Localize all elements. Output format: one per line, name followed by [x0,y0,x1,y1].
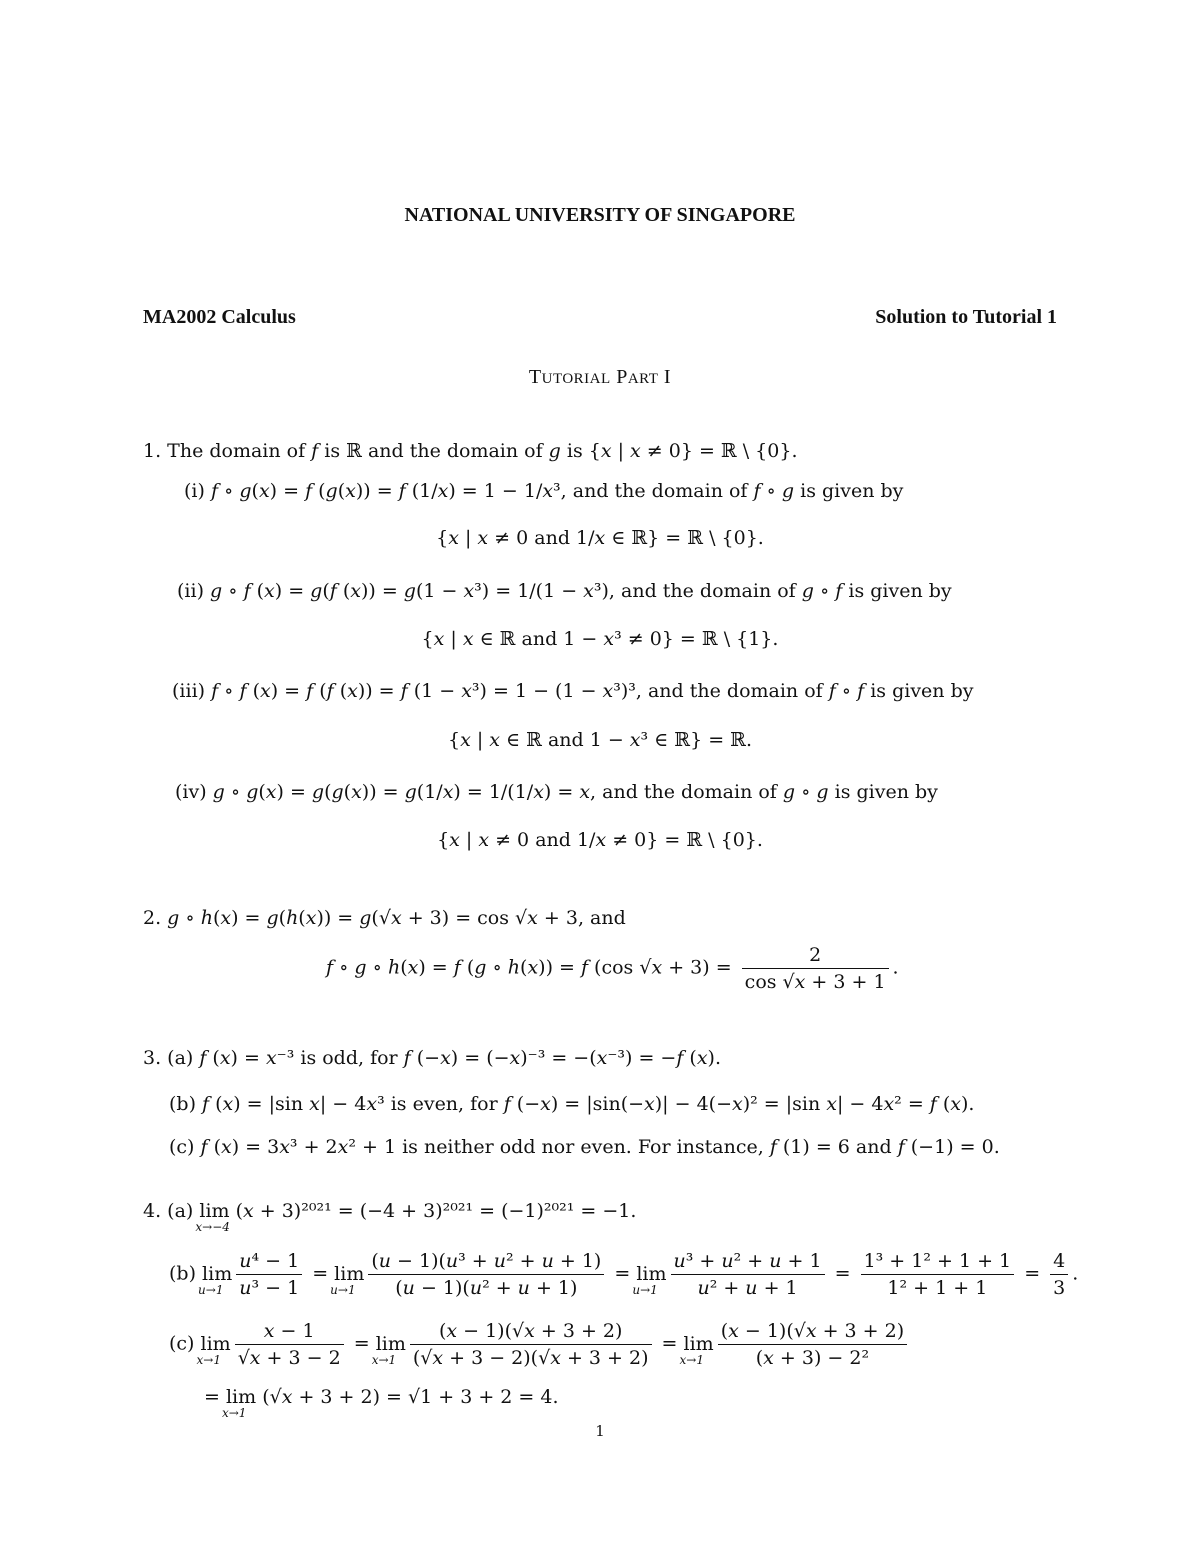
section-heading: TUTORIAL PART I [528,366,672,388]
q4-part-c: (c) lim 𝑥→1 $\frac{\text{𝑥 − 1}}{\text{√𝑥 + 3 − 2}}$ = lim 𝑥→1 $\frac{\text{(𝑥 − 1)(√𝑥 + 3 + 2)}}{\text{(√𝑥 + 3 − 2)(√𝑥 + 3 + 2)}}$ = lim 𝑥→1 $\frac{\text{(𝑥 − 1)(√𝑥 + 3 + 2)}}{\text{(𝑥 + 3) − 2²}}$ [169,1320,911,1369]
q2-line1: 2. 𝑔 ∘ ℎ(𝑥) = 𝑔(ℎ(𝑥)) = 𝑔(√𝑥 + 3) = cos √𝑥 + 3, and [143,907,626,929]
q1-part-ii: (ii) 𝑔 ∘ 𝑓 (𝑥) = 𝑔(𝑓 (𝑥)) = 𝑔(1 − 𝑥³) = 1/(1 − 𝑥³), and the domain of 𝑔 ∘ 𝑓 is given by [177,580,952,602]
q4-part-a: 4. (a) lim 𝑥→−4 (𝑥 + 3)²⁰²¹ = (−4 + 3)²⁰²¹ = (−1)²⁰²¹ = −1. [143,1200,637,1234]
fraction: $\frac{\text{𝑥 − 1}}{\text{√𝑥 + 3 − 2}}$ [235,1320,344,1369]
q1-part-iv-domain: {𝑥 | 𝑥 ≠ 0 and 1/𝑥 ≠ 0} = ℝ \ {0}. [437,829,763,851]
q2-line2: 𝑓 ∘ 𝑔 ∘ ℎ(𝑥) = 𝑓 (𝑔 ∘ ℎ(𝑥)) = 𝑓 (cos √𝑥 + 3) = $\frac{2}{\text{cos √𝑥 + 3 + 1}}$ . [326,944,899,993]
q1-part-ii-domain: {𝑥 | 𝑥 ∈ ℝ and 1 − 𝑥³ ≠ 0} = ℝ \ {1}. [421,628,779,650]
fraction: $\frac{\text{(𝑢 − 1)(𝑢³ + 𝑢² + 𝑢 + 1)}}{\text{(𝑢 − 1)(𝑢² + 𝑢 + 1)}}$ [368,1250,604,1299]
q3-part-c: (c) 𝑓 (𝑥) = 3𝑥³ + 2𝑥² + 1 is neither odd nor even. For instance, 𝑓 (1) = 6 and 𝑓 (−1) = 0. [169,1136,1000,1158]
limit-operator: lim 𝑢→1 [198,1262,233,1297]
limit-operator: lim 𝑥→1 [221,1386,257,1420]
q3-part-a: 3. (a) 𝑓 (𝑥) = 𝑥⁻³ is odd, for 𝑓 (−𝑥) = (−𝑥)⁻³ = −(𝑥⁻³) = −𝑓 (𝑥). [143,1047,721,1069]
q2-fraction: $\frac{2}{\text{cos √𝑥 + 3 + 1}}$ [742,944,889,993]
fraction: $\frac{\text{𝑢³ + 𝑢² + 𝑢 + 1}}{\text{𝑢² + 𝑢 + 1}}$ [671,1250,825,1299]
course-name: MA2002 Calculus [143,306,296,328]
q1-part-iii-domain: {𝑥 | 𝑥 ∈ ℝ and 1 − 𝑥³ ∈ ℝ} = ℝ. [447,729,752,751]
q1-intro: 1. The domain of 𝑓 is ℝ and the domain of 𝑔 is {𝑥 | 𝑥 ≠ 0} = ℝ \ {0}. [143,440,798,462]
limit-operator: lim 𝑢→1 [330,1262,365,1297]
fraction: $\frac{\text{(𝑥 − 1)(√𝑥 + 3 + 2)}}{\text{(𝑥 + 3) − 2²}}$ [718,1320,907,1369]
q4-part-c-final: = lim 𝑥→1 (√𝑥 + 3 + 2) = √1 + 3 + 2 = 4. [204,1386,559,1420]
limit-operator: lim 𝑥→1 [196,1332,231,1367]
q1-part-iii: (iii) 𝑓 ∘ 𝑓 (𝑥) = 𝑓 (𝑓 (𝑥)) = 𝑓 (1 − 𝑥³) = 1 − (1 − 𝑥³)³, and the domain of 𝑓 ∘ 𝑓 is given by [172,680,974,702]
q1-part-i: (i) 𝑓 ∘ 𝑔(𝑥) = 𝑓 (𝑔(𝑥)) = 𝑓 (1/𝑥) = 1 − 1/𝑥³, and the domain of 𝑓 ∘ 𝑔 is given by [184,480,904,502]
fraction: $\frac{\text{1³ + 1² + 1 + 1}}{\text{1² + 1 + 1}}$ [861,1250,1015,1299]
limit-operator: lim 𝑥→1 [371,1332,406,1367]
limit-operator: lim 𝑢→1 [632,1262,667,1297]
q1-part-i-domain: {𝑥 | 𝑥 ≠ 0 and 1/𝑥 ∈ ℝ} = ℝ \ {0}. [436,527,764,549]
page-number: 1 [595,1422,605,1440]
q4-part-b: (b) lim 𝑢→1 $\frac{\text{𝑢⁴ − 1}}{\text{𝑢³ − 1}}$ = lim 𝑢→1 $\frac{\text{(𝑢 − 1)(𝑢³ + 𝑢² + 𝑢 + 1)}}{\text{(𝑢 − 1)(𝑢² + 𝑢 + 1)}}$ = lim 𝑢→1 $\frac{\text{𝑢³ + 𝑢² + 𝑢 + 1}}{\text{𝑢² + 𝑢 + 1}}$ = $\frac{\text{1³ + 1² + 1 + 1}}{\text{1² + 1 + 1}}$ = $\frac{4}{3}$ . [169,1250,1079,1299]
document-title: Solution to Tutorial 1 [875,306,1057,328]
limit-operator: lim 𝑥→−4 [195,1200,230,1234]
fraction: $\frac{\text{(𝑥 − 1)(√𝑥 + 3 + 2)}}{\text{(√𝑥 + 3 − 2)(√𝑥 + 3 + 2)}}$ [410,1320,652,1369]
fraction: $\frac{4}{3}$ [1050,1250,1068,1299]
q3-part-b: (b) 𝑓 (𝑥) = |sin 𝑥| − 4𝑥³ is even, for 𝑓 (−𝑥) = |sin(−𝑥)| − 4(−𝑥)² = |sin 𝑥| − 4𝑥² = 𝑓 (𝑥). [169,1093,975,1115]
university-title: NATIONAL UNIVERSITY OF SINGAPORE [404,204,796,226]
fraction: $\frac{\text{𝑢⁴ − 1}}{\text{𝑢³ − 1}}$ [236,1250,302,1299]
q1-part-iv: (iv) 𝑔 ∘ 𝑔(𝑥) = 𝑔(𝑔(𝑥)) = 𝑔(1/𝑥) = 1/(1/𝑥) = 𝑥, and the domain of 𝑔 ∘ 𝑔 is given by [175,781,938,803]
limit-operator: lim 𝑥→1 [679,1332,714,1367]
